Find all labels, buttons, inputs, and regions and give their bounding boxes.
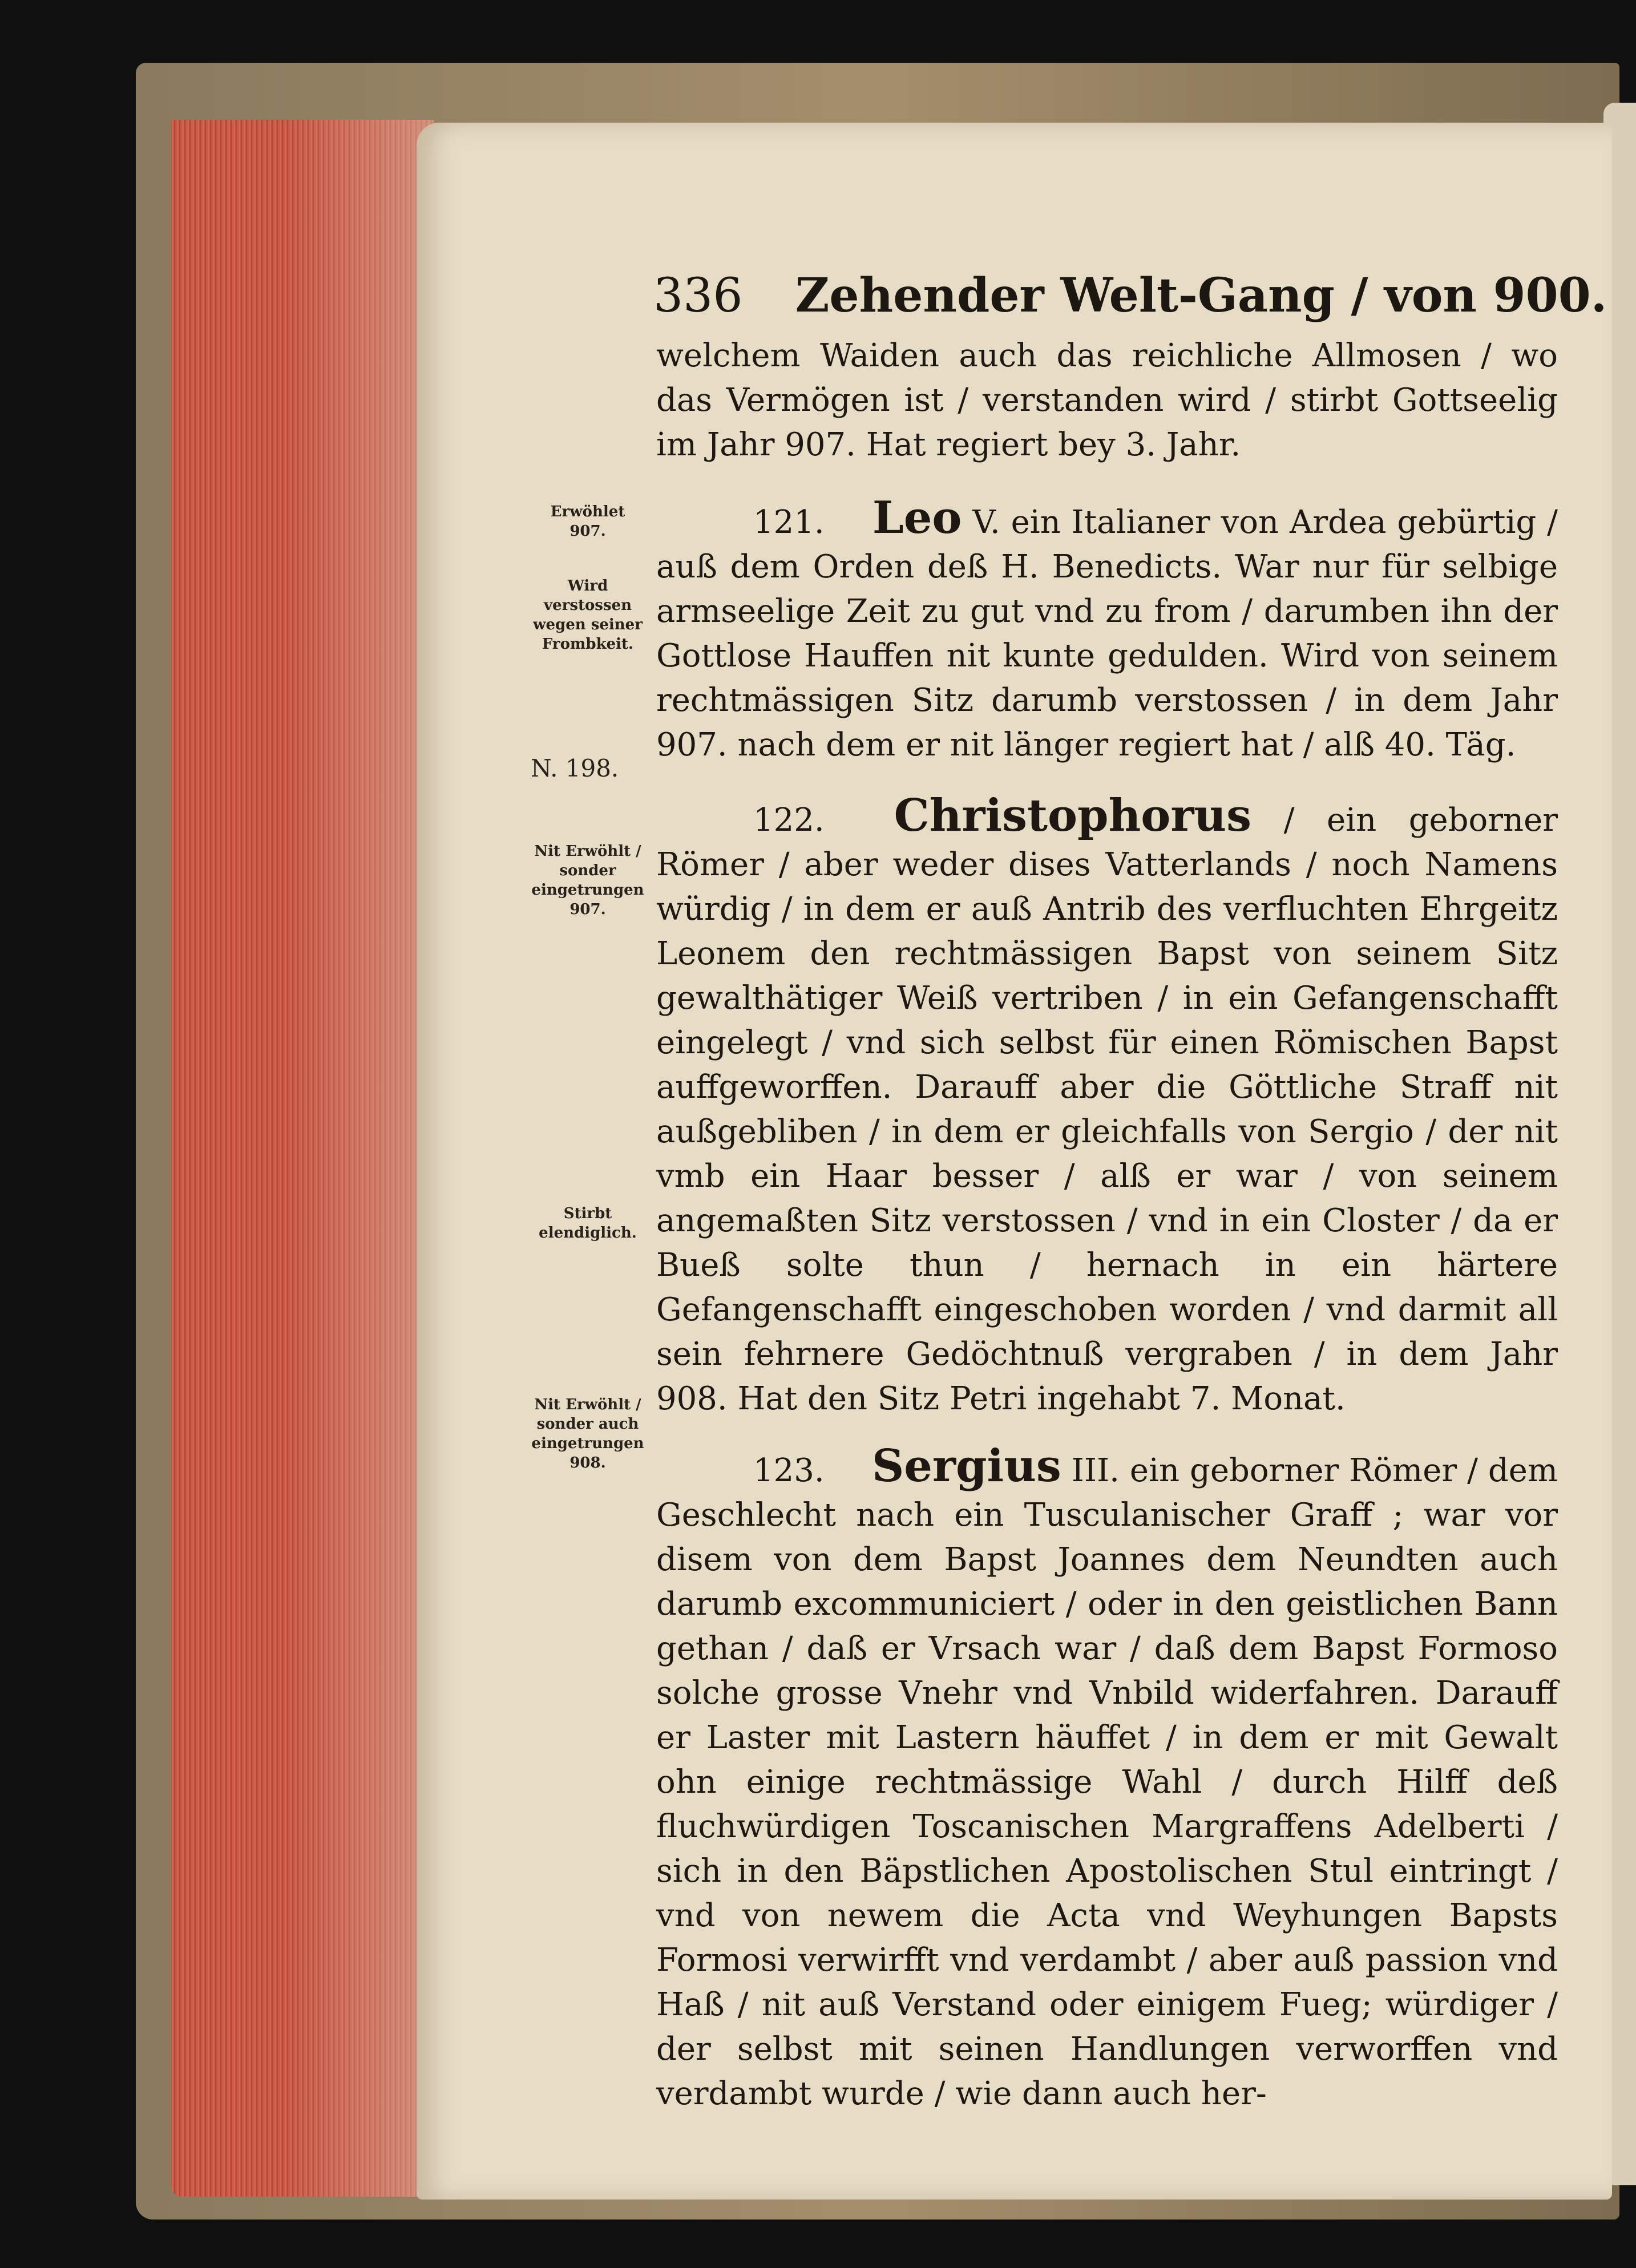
margin-note: N. 198.	[531, 754, 619, 782]
paragraph-122: 122. Christophorus / ein geborner Römer / aber weder dises Vatterlands / noch Namens würdig / in dem er auß Antrib des verfluchten Ehrgeitz Leonem den rechtmässigen Bapst von seinem Sitz gewalthätiger Weiß vertriben / in ein Gefangenschafft eingelegt / vnd sich selbst für einen Römischen Bapst auffgeworffen. Darauff aber die Göttliche Straff nit außgebliben / in dem er gleichfalls von Sergio / der nit vmb ein Haar besser / alß er war / von seinem angemaßten Sitz verstossen / vnd in ein Closter / da er Bueß solte thun / hernach in ein härtere Gefangenschafft eingeschoben worden / vnd darmit all sein fehrnere Gedöchtnuß vergraben / in dem Jahr 908. Hat den Sitz Petri ingehabt 7. Monat.	[656, 790, 1558, 1417]
main-text	[656, 334, 1558, 2134]
margin-note: Nit Erwöhlt / sonder auch eingetrungen 908.	[531, 1396, 644, 1471]
running-head-title: Zehender Welt-Gang / von 900.	[795, 268, 1607, 323]
paragraph-123: 123. Sergius III. ein geborner Römer / dem Geschlecht nach ein Tusculanischer Graff ; war vor disem von dem Bapst Joannes dem Neundten auch darumb excommuniciert / oder in den geistlichen Bann gethan / daß er Vrsach war / daß dem Bapst Formoso solche grosse Vnehr vnd Vnbild widerfahren. Darauff er Laster mit Lastern häuffet / in dem er mit Gewalt ohn einige rechtmässige Wahl / durch Hilff deß fluchwürdigen Toscanischen Margraffens Adelberti / sich in den Bäpstlichen Apostolischen Stul eintringt / vnd von newem die Acta vnd Weyhungen Bapsts Formosi verwirfft vnd verdambt / aber auß passion vnd Haß / nit auß Verstand oder einigem Fueg; würdiger / der selbst mit seinen Handlungen verworffen vnd verdambt wurde / wie dann auch her-	[656, 1440, 1558, 2112]
paragraph-continuation: welchem Waiden auch das reichliche Allmosen / wo das Vermögen ist / verstanden wird / stirbt Gottseelig im Jahr 907. Hat regiert bey 3. Jahr.	[656, 337, 1558, 463]
page-number: 336	[653, 269, 743, 323]
red-page-edges	[171, 120, 434, 2197]
margin-note: Wird verstossen wegen seiner Frombkeit.	[533, 577, 643, 653]
margin-note: Stirbt elendiglich.	[539, 1205, 637, 1242]
paragraph-121: 121. Leo V. ein Italianer von Ardea gebürtig / auß dem Orden deß H. Benedicts. War nur für selbige armseelige Zeit zu gut vnd zu from / darumben ihn der Gottlose Hauffen nit kunte gedulden. Wird von seinem rechtmässigen Sitz darumb verstossen / in dem Jahr 907. nach dem er nit länger regiert hat / alß 40. Täg.	[656, 492, 1558, 763]
margin-note: Nit Erwöhlt / sonder eingetrungen 907.	[531, 843, 644, 918]
margin-note: Erwöhlet 907.	[550, 503, 625, 540]
running-header	[653, 268, 1607, 331]
